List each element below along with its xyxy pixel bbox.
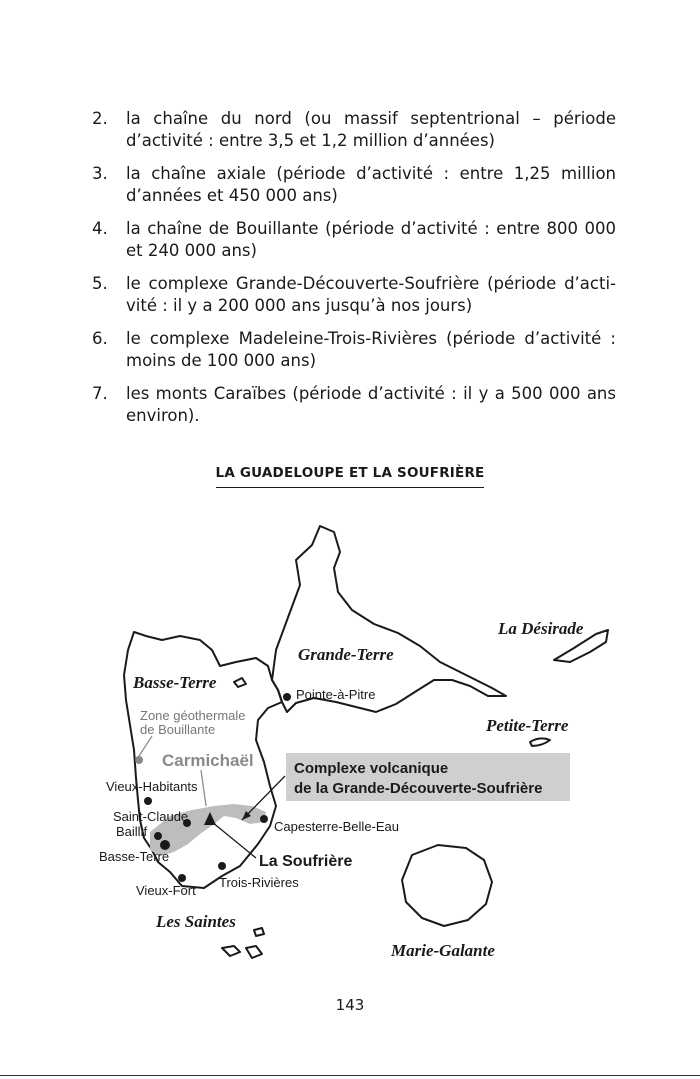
la-desirade-label: La Désirade (498, 619, 584, 638)
zone-geothermale-label-2: de Bouillante (140, 722, 216, 737)
item-text: la chaîne de Bouillante (période d’activité : entre 800 000 et 240 000 ans) (126, 219, 616, 260)
pointe-a-pitre-dot (283, 693, 291, 701)
vieux-fort-label: Vieux-Fort (136, 883, 196, 898)
geothermal-marker (135, 756, 143, 764)
vieux-habitants-dot (144, 797, 152, 805)
capesterre-dot (260, 815, 268, 823)
bottom-rule (0, 1075, 700, 1076)
activity-list (92, 108, 616, 438)
list-item (92, 383, 616, 427)
item-number: 3. (92, 164, 108, 183)
list-item (92, 163, 616, 207)
vieux-habitants-label: Vieux-Habitants (106, 779, 198, 794)
la-soufriere-label: La Soufrière (259, 853, 353, 870)
list-item (92, 108, 616, 152)
complexe-label-2: de la Grande-Découverte-Soufrière (294, 780, 543, 797)
item-number: 2. (92, 109, 108, 128)
vieux-fort-dot (178, 874, 186, 882)
zone-geothermale-label-1: Zone géothermale (140, 708, 246, 723)
carmichael-label: Carmichaël (162, 751, 254, 770)
item-text: le complexe Madeleine-Trois-Rivières (période d’activité : moins de 100 000 ans) (126, 329, 616, 370)
pointe-a-pitre-label: Pointe-à-Pitre (296, 687, 376, 702)
capesterre-label: Capesterre-Belle-Eau (274, 819, 400, 834)
page-number: 143 (335, 996, 365, 1014)
list-item (92, 328, 616, 372)
item-text: la chaîne du nord (ou massif septentrional – période d’activité : entre 3,5 et 1,2 million d’années) (126, 109, 616, 150)
marie-galante-label: Marie-Galante (391, 941, 495, 960)
item-text: les monts Caraïbes (période d’activité : il y a 500 000 ans environ). (126, 384, 616, 425)
les-saintes-label: Les Saintes (156, 912, 236, 931)
trois-rivieres-label: Trois-Rivières (219, 875, 299, 890)
item-number: 5. (92, 274, 108, 293)
list-item (92, 273, 616, 317)
item-number: 4. (92, 219, 108, 238)
marie-galante-outline (402, 845, 492, 926)
grande-terre-outline (272, 526, 506, 712)
map-title: LA GUADELOUPE ET LA SOUFRIÈRE (0, 465, 700, 481)
list-item (92, 218, 616, 262)
item-number: 6. (92, 329, 108, 348)
basse-terre-island-label: Basse-Terre (133, 673, 217, 692)
item-text: la chaîne axiale (période d’activité : entre 1,25 million d’années et 450 000 ans) (126, 164, 616, 205)
baillif-dot (154, 832, 162, 840)
item-number: 7. (92, 384, 108, 403)
item-text: le complexe Grande-Découverte-Soufrière (période d’acti-vité : il y a 200 000 ans jusqu’à nos jours) (126, 274, 616, 315)
trois-rivieres-dot (218, 862, 226, 870)
basse-terre-town-label: Basse-Terre (99, 849, 170, 864)
saint-claude-label: Saint-Claude (113, 809, 189, 824)
complexe-label-1: Complexe volcanique (294, 760, 449, 777)
petite-terre-label: Petite-Terre (486, 716, 569, 735)
les-saintes-outline (222, 928, 264, 958)
petite-terre-outline (530, 738, 550, 746)
baillif-label: Baillif (116, 824, 148, 839)
grande-terre-label: Grande-Terre (298, 645, 394, 664)
guadeloupe-map (0, 500, 700, 980)
